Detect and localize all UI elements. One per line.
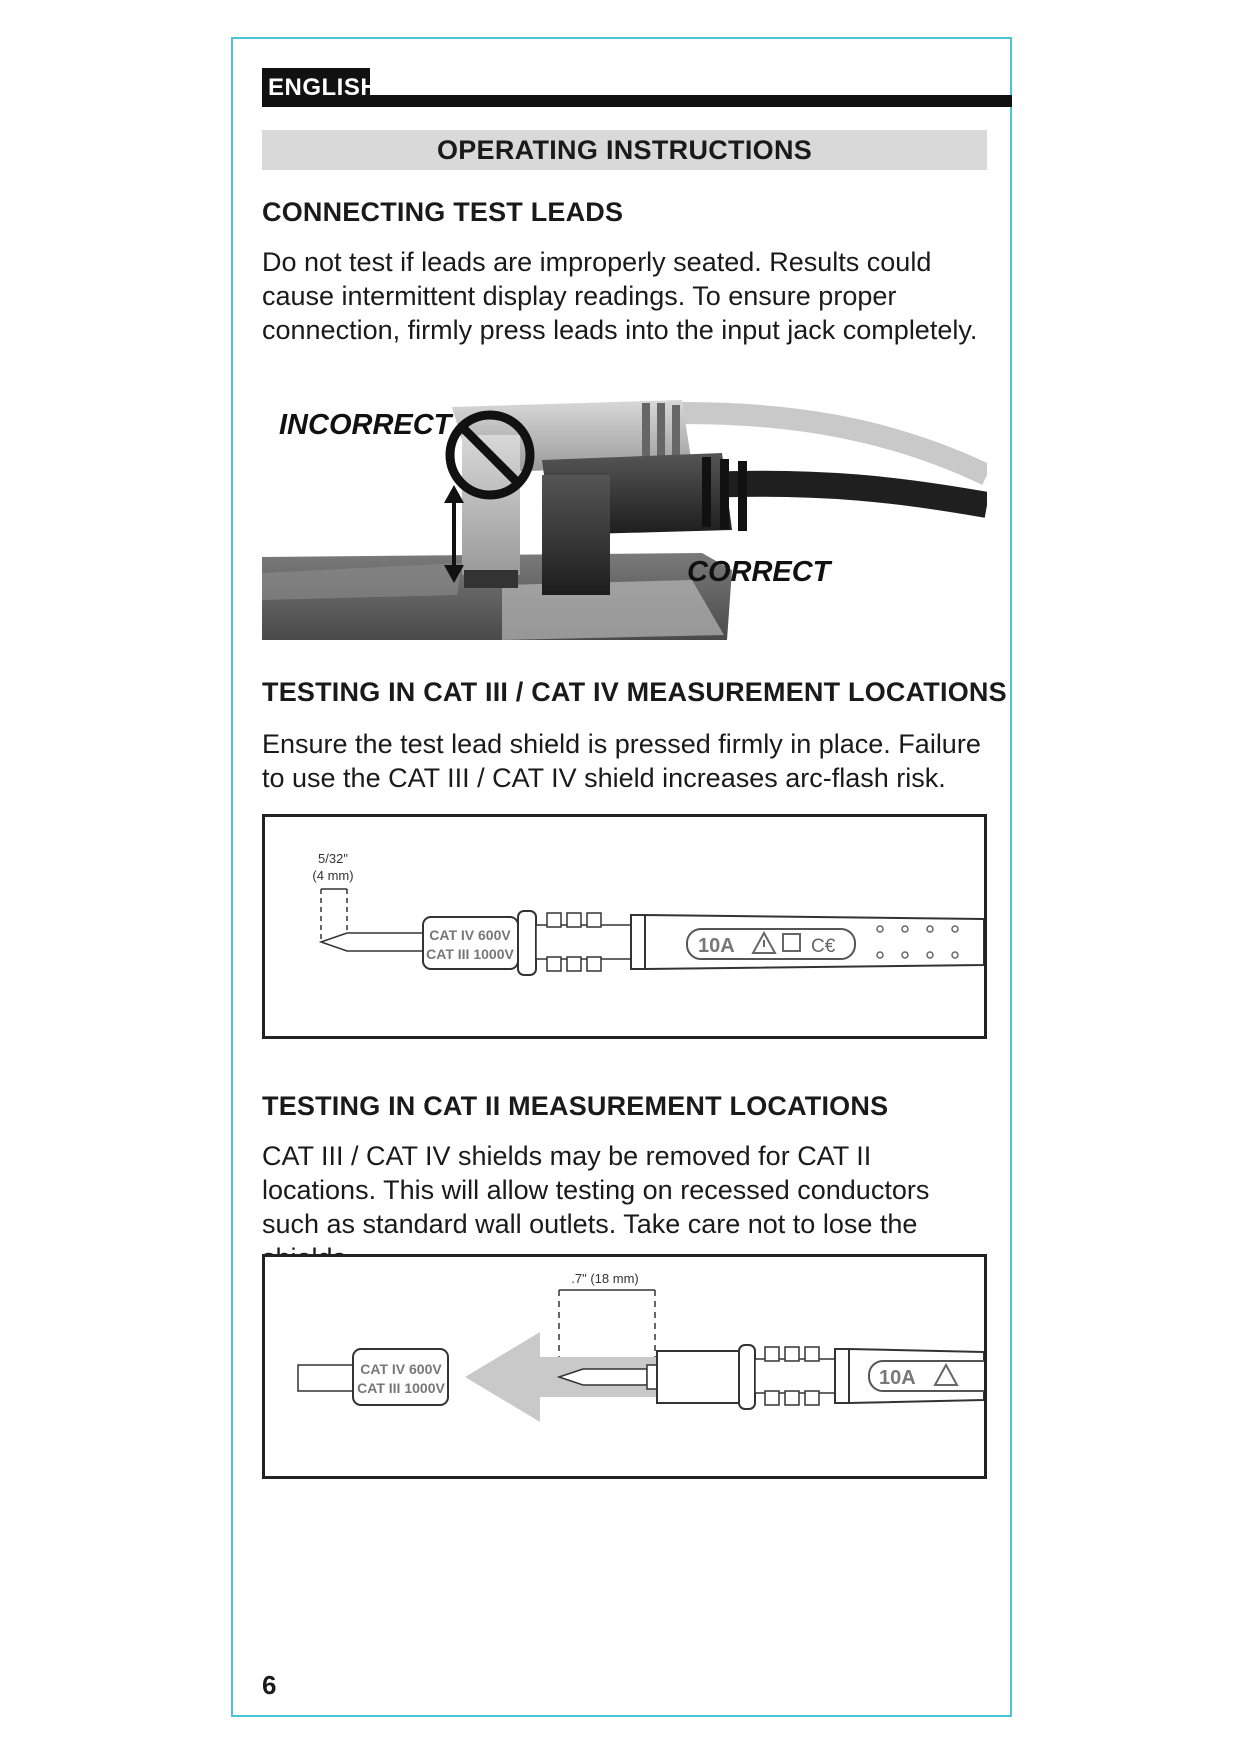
shield-text-line1: CAT IV 600V bbox=[360, 1361, 442, 1377]
shield-text-line2: CAT III 1000V bbox=[426, 946, 514, 962]
body-cat-ii: CAT III / CAT IV shields may be removed for CAT II locations. This will allow testing on recessed conductors such as standard wall outlets. Take care not to lose the bbox=[262, 1141, 930, 1239]
label-correct: CORRECT bbox=[687, 556, 831, 588]
lead-seating-photo bbox=[262, 395, 987, 640]
shield-text-line2: CAT III 1000V bbox=[357, 1380, 445, 1396]
heading-connecting-test-leads: CONNECTING TEST LEADS bbox=[262, 197, 624, 227]
shield-text-line1: CAT IV 600V bbox=[429, 927, 511, 943]
dim-label: .7" (18 mm) bbox=[571, 1271, 639, 1286]
body-connecting-test-leads: Do not test if leads are improperly seated. Results could cause intermittent display readings. To ensure proper connection, firmly press leads into the input jack completely. bbox=[262, 247, 978, 345]
section-title: OPERATING INSTRUCTIONS bbox=[262, 130, 987, 170]
language-tab: ENGLISH bbox=[262, 68, 370, 107]
rating-label: 10A bbox=[698, 935, 735, 957]
cat-ii-diagram bbox=[262, 1254, 987, 1479]
heading-cat-ii: TESTING IN CAT II MEASUREMENT LOCATIONS bbox=[262, 1091, 889, 1121]
rating-label: 10A bbox=[879, 1367, 916, 1389]
ce-mark-icon: C€ bbox=[811, 936, 836, 957]
cat-iii-iv-diagram bbox=[262, 814, 987, 1039]
dim-label-line1: 5/32" bbox=[318, 851, 348, 866]
dim-label-line2: (4 mm) bbox=[312, 868, 354, 883]
body-cat-iii-iv: Ensure the test lead shield is pressed firmly in place. Failure to use the CAT III / CAT IV shield increases arc-flash risk. bbox=[262, 729, 981, 793]
label-incorrect: INCORRECT bbox=[279, 409, 452, 441]
page-number: 6 bbox=[262, 1670, 277, 1700]
heading-cat-iii-iv: TESTING IN CAT III / CAT IV MEASUREMENT LOCATIONS bbox=[262, 677, 1007, 707]
